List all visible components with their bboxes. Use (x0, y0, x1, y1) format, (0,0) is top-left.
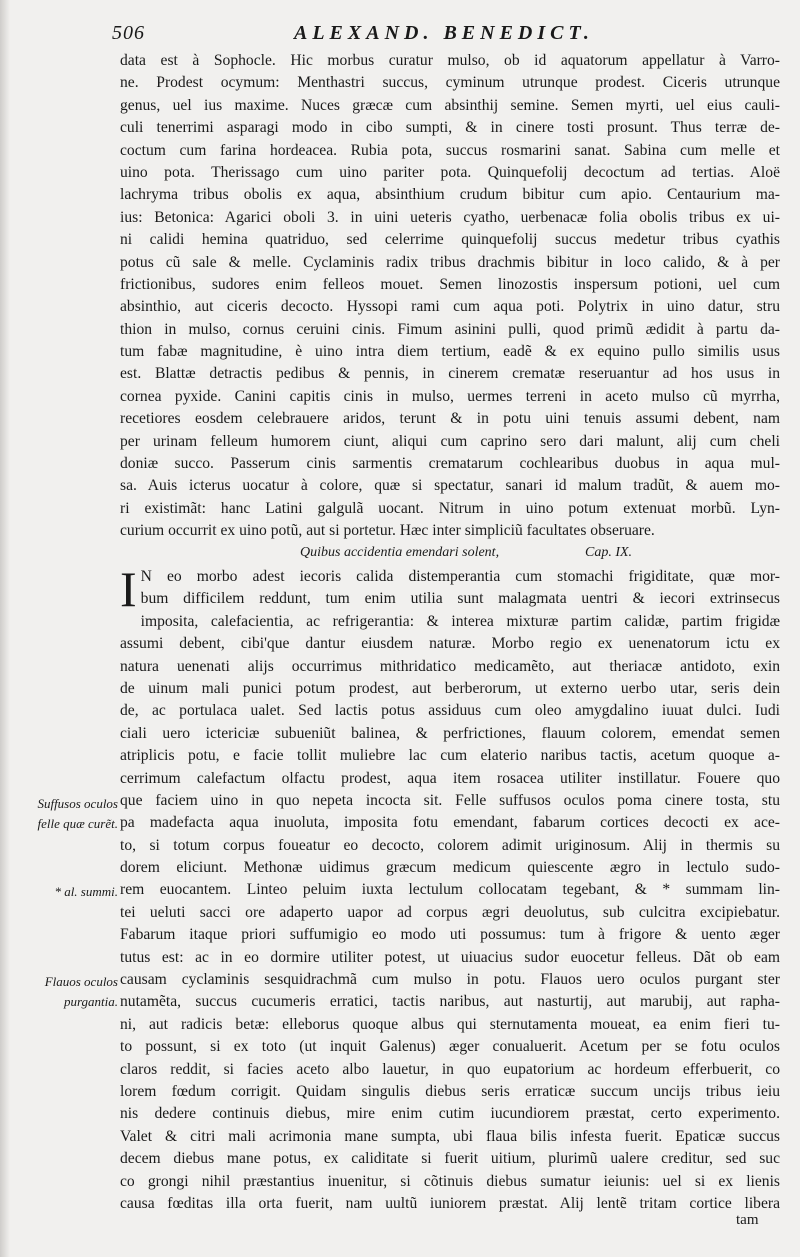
text-line: decem diebus mane potus, ex caliditate si fuerit uitium, plurimũ ualere creditur, sed suc (120, 1150, 780, 1168)
text-line: Valet & citri mali acrimonia mane sumpta, ubi flaua bilis infesta fuerit. Epaticæ succus (120, 1127, 780, 1145)
text-line: dorem eliciunt. Methonæ uidimus græcum medicum quiescente ægro in lectulo sudo- (120, 859, 780, 877)
text-line: atriplicis potu, e facie tollit muliebre lac cum elaterio naribus tactis, acetum quoque a- (120, 747, 780, 765)
text-line: claros reddit, si facies aceto albo lauetur, in quo eupatorium ac hordeum efferbuerit, co (120, 1060, 780, 1078)
text-line: thion in mulso, cornus ceruini cinis. Fimum asinini pulli, quod primũ ædidit à partu da- (120, 320, 780, 338)
margin-note-summi (22, 882, 118, 902)
margin-note-line: * al. summi. (54, 884, 118, 899)
text-line: cornea pyxide. Canini capitis cinis in mulso, uermes terreni in aceto mulso cũ myrrha, (120, 387, 780, 405)
text-line: tutus est: ac in eo dormire utiliter potest, ut uiuacius sudor euocetur felleus. Dãt ob eam (120, 948, 780, 966)
text-line: assumi debent, cibi'que dantur eiusdem naturæ. Morbo regio ex uenenatorum ictu ex (120, 635, 780, 653)
text-line: lachryma tribus obolis ex aqua, absinthium crudum bibitur cum apio. Centaurium ma- (120, 186, 780, 204)
text-line: bum difficilem reddunt, tum enim utilia sunt malagmata uentri & iecori extrinsecus (140, 590, 780, 608)
text-line: lorem fœdum corrigit. Quidam singulis diebus seris erraticæ succum uncijs tribus ieiu (120, 1082, 780, 1100)
text-line: ni calidi hemina quatriduo, sed celerrime quinquefolij succus medetur tribus cyathis (120, 231, 780, 249)
margin-note-line: Suffusos oculos (37, 796, 118, 811)
margin-note-line: Flauos oculos (44, 974, 118, 989)
text-line: per urinam felleum humorem ciunt, aliqui cum caprino sero dari malunt, alij cum cheli (120, 432, 780, 450)
text-block-upper (120, 50, 780, 543)
text-line: imposita, calefacientia, ac refrigerantia: & interea mixturæ partim calidæ, partim frigidæ (140, 612, 780, 630)
text-line: que faciem uino in quo nepeta incocta sit. Felle suffusos oculos poma cinere tosta, stu (120, 791, 780, 809)
text-line: pa madefacta aqua inuoluta, imposita fotu emendant, fabarum cortices decocti ex ace- (120, 814, 780, 832)
text-line: de uinum mali punici potum prodest, aut berberorum, ut externo uerbo utar, seris dein (120, 679, 780, 697)
text-line: tum fabæ magnitudine, è uino intra diem tertium, eadẽ & ex equino pullo similis usus (120, 343, 780, 361)
text-line: potus cũ sale & melle. Cyclaminis radix tribus drachmis bibitur in loco calido, & à per (120, 253, 780, 271)
text-line: natura uenenati alijs occurrimus mithridatico medicamẽto, aut theriacæ antidoto, exin (120, 657, 780, 675)
chapter-title: Quibus accidentia emendari solent, (300, 545, 500, 560)
text-line: coctum cum farina hordeacea. Rubia pota, succus rosmarini sanat. Sabina cum melle et (120, 141, 780, 159)
drop-initial: I (120, 561, 137, 617)
text-line: ri existimãt: hanc Latini galgulã uocant. Nitrum in uino potum extenuat morbũ. Lyn- (120, 499, 780, 517)
text-line: ciali uero ictericiæ subueniũt balinea, & perfrictiones, flauum colorem, emendat semen (120, 724, 780, 742)
text-line: cerrimum calefactum olfactu prodest, aqua item rosacea utiliter instillatur. Fouere quo (120, 769, 780, 787)
chapter-heading (120, 545, 780, 565)
running-head (112, 22, 772, 48)
margin-note-line: purgantia. (63, 994, 118, 1009)
text-line: genus, uel ius maxime. Nuces græcæ cum absinthij semine. Semen myrti, uel eius cauli- (120, 96, 780, 114)
text-line: tei ueluti sacci ore adaperto uapor ad corpus ægri deuolutus, sub culcitra excipiebatur. (120, 903, 780, 921)
text-block-lower (120, 561, 780, 1215)
text-line: nis dedere continuis diebus, mire enim cutim iucundiorem præstat, certo experimento. (120, 1105, 780, 1123)
text-line: to, si totum corpus foueatur eo decocto, colorem adimit uriginosum. Alij in thermis su (120, 836, 780, 854)
text-line: absinthio, aut ciceris decocto. Hyssopi rami cum aqua poti. Polytrix in uino datur, stru (120, 298, 780, 316)
chapter-number: Cap. IX. (585, 545, 633, 560)
text-line: N eo morbo adest iecoris calida distemperantia cum stomachi frigiditate, quæ mor- (140, 568, 780, 585)
margin-note-line: felle quæ curẽt. (37, 816, 118, 831)
text-line: uino pota. Therissago cum uino pariter pota. Quinquefolij decoctum ad tertias. Aloë (120, 163, 780, 181)
text-line: rem euocantem. Linteo peluim iuxta lectulum collocatam tegebant, & * summam lin- (120, 881, 780, 899)
margin-note-flauos (22, 972, 118, 1012)
text-line: frictionibus, sudores enim felleos mouet. Semen linozostis inspersum potioni, uel cum (120, 275, 780, 293)
catchword: tam (736, 1212, 759, 1228)
text-line: nutamẽta, succus cucumeris erratici, tactis naribus, aut nasturtij, aut marubij, aut rapha- (120, 993, 780, 1011)
folio-number: 506 (112, 22, 145, 44)
text-line: to possunt, si ex toto (ut inquit Galenus) æger conualuerit. Acetum per se fotu oculos (120, 1038, 780, 1056)
text-line: data est à Sophocle. Hic morbus curatur mulso, ob id aquatorum appellatur à Varro- (120, 52, 780, 69)
text-line: co grongi nihil præstantius inuenitur, si cõtinuis diebus sumatur ieiunis: uel si ex lienis (120, 1172, 780, 1190)
text-line: doniæ succo. Passerum cinis sarmentis crematarum cochlearibus duobus in aqua mul- (120, 455, 780, 473)
text-line: ne. Prodest ocymum: Menthastri succus, cyminum utrunque prodest. Ciceris utrunque (120, 74, 780, 92)
text-line: culi tenerrimi asparagi modo in cibo sumpti, & in cinere tosti prosunt. Thus terræ de- (120, 119, 780, 137)
text-line: causa fœditas illa orta fuerit, nam uultũ iuniorem præstat. Alij lentẽ tritam cortice libera (120, 1194, 780, 1212)
text-line: de, ac portulaca ualet. Sed lactis potus assiduus cum oleo amygdalino iuuat dulci. Iudi (120, 702, 780, 720)
margin-note-suffusos (22, 794, 118, 834)
text-line: ni, aut radicis betæ: elleborus quoque albus qui sternutamenta moueat, ea enim fieri tu- (120, 1015, 780, 1033)
text-line: curium occurrit ex uino potũ, aut si portetur. Hæc inter simpliciũ facultates obseruare. (120, 522, 655, 540)
gutter-shadow (0, 0, 10, 1257)
text-line: sa. Auis icterus uocatur à colore, quæ si spectatur, sanari id malum tradũt, & auem mo- (120, 477, 780, 495)
text-line: est. Blattæ detractis pedibus & pennis, in cinerem crematæ reseruantur ad hos usus in (120, 365, 780, 383)
text-line: ius: Betonica: Agarici oboli 3. in uini ueteris cyatho, uerbenacæ folia obolis tribus ex ui- (120, 208, 780, 226)
text-line: Fabarum itaque priori suffumigio eo modo uti possumus: tum à frigore & uento æger (120, 926, 780, 944)
text-line: causam cyclaminis sesquidrachmã cum mulso in potu. Flauos uero oculos purgant ster (120, 971, 780, 989)
running-head-title: ALEXAND. BENEDICT. (294, 22, 594, 44)
text-line: recetiores eosdem celebrauere aridos, terunt & in potu uini tenuis assumi debent, nam (120, 410, 780, 428)
